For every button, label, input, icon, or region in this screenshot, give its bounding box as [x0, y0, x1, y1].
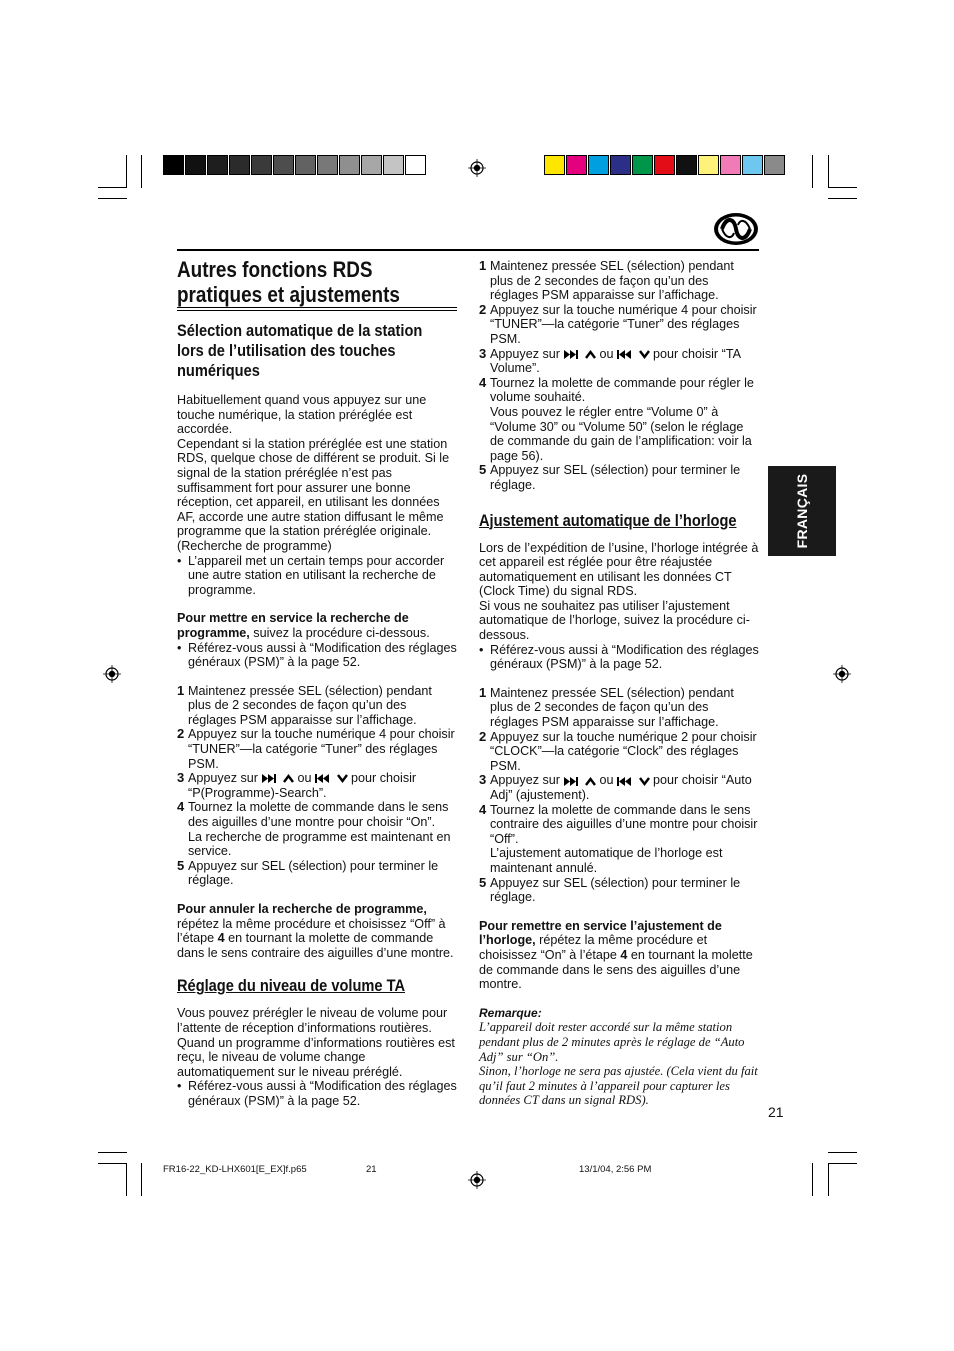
registration-mark-icon: [468, 1171, 486, 1189]
step-item: 2 Appuyez sur la touche numérique 4 pour choisir “TUNER”—la catégorie “Tuner” des réglages PSM.: [479, 301, 757, 346]
title-rule: [177, 307, 457, 308]
color-swatch: [185, 155, 206, 175]
chevron-down-icon: [639, 350, 650, 359]
color-swatch: [720, 155, 741, 175]
color-swatch: [742, 155, 763, 175]
color-swatch: [610, 155, 631, 175]
chevron-up-icon: [585, 777, 596, 786]
footer-date: 13/1/04, 2:56 PM: [579, 1164, 652, 1175]
color-calibration-bar: [544, 155, 786, 175]
crop-mark: [828, 1163, 829, 1196]
registration-mark-icon: [103, 665, 121, 683]
step-item: 5 Appuyez sur SEL (sélection) pour terminer le réglage.: [479, 874, 741, 905]
crop-mark: [828, 155, 829, 188]
skip-next-icon: [262, 774, 280, 783]
color-swatch: [383, 155, 404, 175]
paragraph: Vous pouvez prérégler le niveau de volume pour l’attente de réception d’informations routières. Quand un programme d’informations routières est reçu, le niveau de volume change automatiquement sur le niveau préréglé.: [177, 1006, 455, 1079]
footer-page: 21: [366, 1164, 377, 1175]
color-swatch: [588, 155, 609, 175]
skip-next-icon: [564, 777, 582, 786]
chevron-up-icon: [283, 774, 294, 783]
bullet-item: • L’appareil met un certain temps pour accorder une autre station en utilisant la recherche de programme.: [177, 553, 445, 597]
step-item: 3 Appuyez sur ou pour choisir “Auto Adj” (ajustement).: [479, 772, 752, 802]
crop-mark: [812, 155, 813, 188]
section-heading: Ajustement automatique de l’horloge: [479, 510, 737, 530]
crop-mark: [98, 187, 127, 188]
crop-mark: [828, 1152, 857, 1153]
skip-prev-icon: [617, 350, 635, 359]
crop-mark: [98, 1163, 127, 1164]
step-item: 4 Tournez la molette de commande pour régler le volume souhaité. Vous pouvez le régler entre “Volume 0” à “Volume 30” ou “Volume 50” (selon le réglage de commande du gain de l’amplification: voir la page 56).: [479, 374, 754, 463]
color-swatch: [698, 155, 719, 175]
color-swatch: [361, 155, 382, 175]
paragraph: Pour annuler la recherche de programme, répétez la même procédure et choisissez “Off” à l’étape 4 en tournant la molette de commande dans le sens contraire des aiguilles d’une montre.: [177, 902, 454, 960]
color-swatch: [295, 155, 316, 175]
crop-mark: [141, 155, 142, 188]
remark-text: L’appareil doit rester accordé sur la même station pendant plus de 2 minutes après le réglage de “Auto Adj” sur “On”.: [479, 1020, 745, 1064]
step-item: 3 Appuyez sur ou pour choisir “TA Volume”.: [479, 345, 741, 376]
crop-mark: [98, 198, 127, 199]
step-item: 1 Maintenez pressée SEL (sélection) pendant plus de 2 secondes de façon qu’un des réglages PSM apparaisse sur l’affichage.: [177, 682, 432, 727]
step-item: 1 Maintenez pressée SEL (sélection) pendant plus de 2 secondes de façon qu’un des réglages PSM apparaisse sur l’affichage.: [479, 684, 734, 730]
step-item: 2 Appuyez sur la touche numérique 4 pour choisir “TUNER”—la catégorie “Tuner” des réglages PSM.: [177, 726, 455, 771]
crop-mark: [141, 1163, 142, 1196]
step-item: 2 Appuyez sur la touche numérique 2 pour choisir “CLOCK”—la catégorie “Clock” des réglages PSM.: [479, 728, 757, 773]
bullet-item: • Référez-vous aussi à “Modification des réglages généraux (PSM)” à la page 52.: [479, 642, 759, 672]
crop-mark: [828, 198, 857, 199]
color-swatch: [632, 155, 653, 175]
step-item: 4 Tournez la molette de commande dans le sens des aiguilles d’une montre pour choisir “On”. La recherche de programme est maintenant en service.: [177, 799, 451, 859]
language-tab: [768, 466, 836, 556]
paragraph: Cependant si la station préréglée est une station RDS, quelque chose de différent se produit. Si le signal de la station préréglée n’est pas suffisamment fort pour assurer une bonne réception, cet appareil, en utilisant les données AF, accorde une autre station diffusant le même programme que la station préréglée originale. (Recherche de programme): [177, 436, 450, 553]
registration-mark-icon: [468, 159, 486, 177]
color-swatch: [251, 155, 272, 175]
rds-logo-icon: [712, 211, 760, 247]
skip-next-icon: [564, 350, 582, 359]
bullet-item: • Référez-vous aussi à “Modification des réglages généraux (PSM)” à la page 52.: [177, 640, 457, 670]
step-item: 5 Appuyez sur SEL (sélection) pour terminer le réglage.: [177, 857, 439, 888]
color-swatch: [764, 155, 785, 175]
step-item: 1 Maintenez pressée SEL (sélection) pendant plus de 2 secondes de façon qu’un des réglages PSM apparaisse sur l’affichage.: [479, 258, 734, 303]
skip-prev-icon: [617, 777, 635, 786]
color-swatch: [207, 155, 228, 175]
color-swatch: [544, 155, 565, 175]
crop-mark: [98, 1152, 127, 1153]
section-heading: Réglage du niveau de volume TA: [177, 976, 406, 996]
paragraph: Habituellement quand vous appuyez sur une touche numérique, la station préréglée est accordée.: [177, 393, 427, 437]
paragraph: Lors de l’expédition de l’usine, l’horloge intégrée à cet appareil est réglée pour être réajustée automatiquement en utilisant les données CT (Clock Time) du signal RDS.: [479, 540, 759, 599]
grayscale-calibration-bar: [163, 155, 427, 175]
remark-text: Sinon, l’horloge ne sera pas ajustée. (Cela vient du fait qu’il faut 2 minutes à l’appareil pour capturer les données CT dans un signal RDS).: [479, 1064, 758, 1108]
color-swatch: [163, 155, 184, 175]
crop-mark: [126, 1163, 127, 1196]
color-swatch: [317, 155, 338, 175]
top-rule: [177, 249, 759, 251]
chevron-down-icon: [337, 774, 348, 783]
skip-prev-icon: [315, 774, 333, 783]
section-heading: Sélection automatique de la station lors de l’utilisation des touches numériques: [177, 321, 423, 380]
bullet-item: • Référez-vous aussi à “Modification des réglages généraux (PSM)” à la page 52.: [177, 1079, 457, 1108]
crop-mark: [828, 187, 857, 188]
color-swatch: [654, 155, 675, 175]
color-swatch: [229, 155, 250, 175]
page-number: 21: [768, 1104, 784, 1120]
footer-filename: FR16-22_KD-LHX601[E_EX]f.p65: [163, 1164, 307, 1175]
paragraph: Si vous ne souhaitez pas utiliser l’ajustement automatique de l’horloge, suivez la procédure ci-dessous.: [479, 598, 750, 643]
crop-mark: [812, 1163, 813, 1196]
paragraph: Pour remettre en service l’ajustement de l’horloge, répétez la même procédure et choisissez “On” à l’étape 4 en tournant la molette de commande dans le sens des aiguilles d’une montre.: [479, 918, 753, 992]
registration-mark-icon: [833, 665, 851, 683]
chevron-up-icon: [585, 350, 596, 359]
color-swatch: [405, 155, 426, 175]
title-rule: [177, 310, 457, 311]
color-swatch: [339, 155, 360, 175]
chevron-down-icon: [639, 777, 650, 786]
step-item: 3 Appuyez sur ou pour choisir “P(Programme)-Search”.: [177, 770, 417, 800]
left-column: [177, 321, 457, 1109]
step-item: 4 Tournez la molette de commande dans le sens contraire des aiguilles d’une montre pour choisir “Off”. L’ajustement automatique de l’horloge est maintenant annulé.: [479, 801, 758, 875]
color-swatch: [273, 155, 294, 175]
crop-mark: [126, 155, 127, 188]
paragraph: Pour mettre en service la recherche de programme, suivez la procédure ci-dessous.: [177, 611, 430, 640]
page-title: Autres fonctions RDS pratiques et ajustements: [177, 257, 400, 307]
color-swatch: [566, 155, 587, 175]
crop-mark: [828, 1163, 857, 1164]
step-item: 5 Appuyez sur SEL (sélection) pour terminer le réglage.: [479, 462, 741, 492]
language-tab-label: FRANÇAIS: [794, 473, 810, 549]
remark-label: Remarque:: [479, 1005, 542, 1020]
right-column: [479, 259, 759, 1108]
color-swatch: [676, 155, 697, 175]
